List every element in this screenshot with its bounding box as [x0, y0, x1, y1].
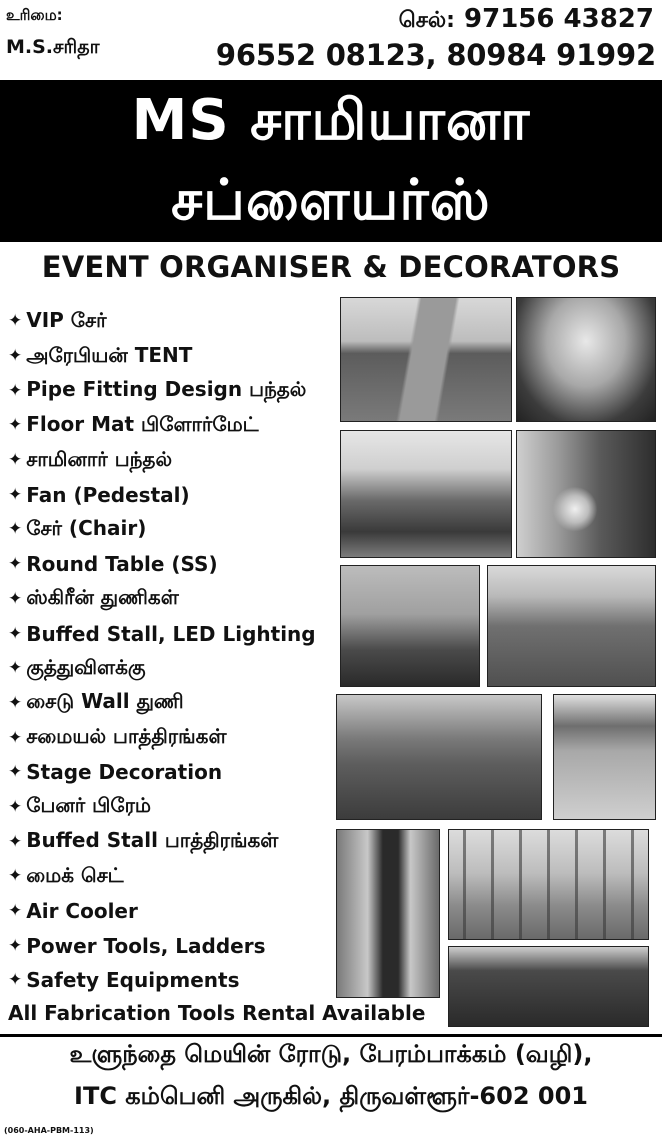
- service-item: [8, 339, 340, 374]
- service-item: [8, 616, 340, 651]
- service-item: [8, 963, 340, 998]
- service-item: [8, 408, 340, 443]
- bullet-star-icon: ✦: [8, 901, 23, 922]
- bullet-star-icon: ✦: [8, 866, 23, 887]
- bullet-star-icon: ✦: [8, 692, 23, 713]
- service-label: Fan (Pedestal): [26, 482, 190, 507]
- banner-frame-photo: [336, 829, 440, 998]
- bullet-star-icon: ✦: [8, 623, 23, 644]
- service-label: சைடு Wall துணி: [26, 689, 184, 714]
- service-item: [8, 894, 340, 929]
- owner-label: உரிமை:: [6, 6, 63, 24]
- tent-walkway-photo: [340, 297, 512, 422]
- service-label: சாமினார் பந்தல்: [26, 446, 173, 471]
- service-item: [8, 686, 340, 721]
- bullet-star-icon: ✦: [8, 450, 23, 471]
- screen-stage-photo: [340, 565, 480, 687]
- ad-code: (060-AHA-PBM-113): [4, 1126, 94, 1135]
- address-line1: உளுந்தை மெயின் ரோடு, பேரம்பாக்கம் (வழி),: [69, 1040, 593, 1068]
- service-item: [8, 824, 340, 859]
- service-label: Pipe Fitting Design பந்தல்: [26, 377, 307, 402]
- service-label: Buffed Stall, LED Lighting: [26, 621, 316, 646]
- bullet-star-icon: ✦: [8, 380, 23, 401]
- bullet-star-icon: ✦: [8, 311, 23, 332]
- bullet-star-icon: ✦: [8, 727, 23, 748]
- floor-mat-photo: [448, 946, 649, 1027]
- service-label: Stage Decoration: [26, 760, 223, 785]
- bicycle-stall-photo: [336, 694, 542, 820]
- service-item: [8, 373, 340, 408]
- phone-secondary[interactable]: 96552 08123, 80984 91992: [215, 38, 656, 72]
- service-label: Power Tools, Ladders: [26, 933, 266, 958]
- service-item: [8, 512, 340, 547]
- bullet-star-icon: ✦: [8, 970, 23, 991]
- service-item: [8, 547, 340, 582]
- bullet-star-icon: ✦: [8, 588, 23, 609]
- services-list: [8, 304, 340, 998]
- stage-canopy-photo: [340, 430, 512, 558]
- vip-chair-photo: [516, 297, 656, 422]
- service-item: [8, 755, 340, 790]
- service-item: [8, 477, 340, 512]
- service-label: பேனர் பிரேம்: [26, 793, 152, 818]
- rental-note: All Fabrication Tools Rental Available: [8, 1001, 426, 1025]
- business-title-line1: MS சாமியானா: [131, 88, 531, 153]
- title-banner: [0, 80, 662, 242]
- bullet-star-icon: ✦: [8, 831, 23, 852]
- buffet-stall-photo: [553, 694, 656, 820]
- phone-label: செல்:: [398, 8, 455, 33]
- footer-divider: [0, 1034, 662, 1037]
- service-label: VIP சேர்: [26, 307, 107, 332]
- stanchion-poles-photo: [448, 829, 649, 940]
- owner-name: M.S.சரிதா: [6, 36, 100, 58]
- service-label: Floor Mat பிளோர்மேட்: [26, 411, 259, 436]
- service-label: Round Table (SS): [26, 552, 218, 577]
- service-item: [8, 443, 340, 478]
- service-label: சமையல் பாத்திரங்கள்: [26, 724, 227, 749]
- service-item: [8, 651, 340, 686]
- phone-primary-line: [399, 4, 654, 36]
- bullet-star-icon: ✦: [8, 484, 23, 505]
- service-item: [8, 582, 340, 617]
- service-item: [8, 859, 340, 894]
- address-line2: ITC கம்பெனி அருகில், திருவள்ளூர்-602 001: [74, 1082, 588, 1110]
- service-label: ஸ்கிரீன் துணிகள்: [26, 585, 179, 610]
- service-item: [8, 928, 340, 963]
- bullet-star-icon: ✦: [8, 935, 23, 956]
- service-item: [8, 720, 340, 755]
- phone-primary[interactable]: 97156 43827: [464, 4, 654, 34]
- service-label: அரேபியன் TENT: [26, 342, 193, 367]
- bullet-star-icon: ✦: [8, 415, 23, 436]
- bullet-star-icon: ✦: [8, 519, 23, 540]
- service-item: [8, 304, 340, 339]
- service-label: Safety Equipments: [26, 968, 240, 993]
- bullet-star-icon: ✦: [8, 762, 23, 783]
- bullet-star-icon: ✦: [8, 658, 23, 679]
- service-label: Air Cooler: [26, 899, 138, 924]
- chairs-fan-photo: [516, 430, 656, 558]
- tagline: EVENT ORGANISER & DECORATORS: [41, 250, 621, 284]
- bullet-star-icon: ✦: [8, 796, 23, 817]
- bullet-star-icon: ✦: [8, 554, 23, 575]
- service-label: சேர் (Chair): [26, 515, 147, 540]
- service-item: [8, 790, 340, 825]
- service-label: Buffed Stall பாத்திரங்கள்: [26, 828, 279, 853]
- audience-photo: [487, 565, 656, 687]
- business-title-line2: சப்ளையர்ஸ்: [171, 168, 491, 233]
- service-label: குத்துவிளக்கு: [26, 654, 146, 679]
- bullet-star-icon: ✦: [8, 346, 23, 367]
- header: [0, 0, 662, 80]
- service-label: மைக் செட்: [26, 862, 124, 887]
